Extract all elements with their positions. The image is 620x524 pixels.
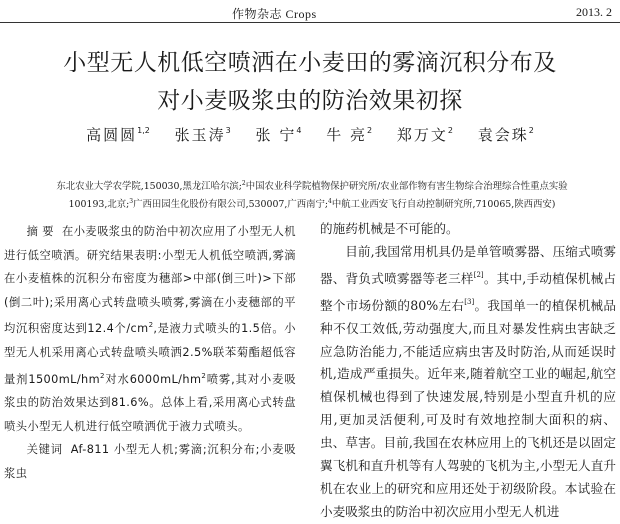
keywords-label: 关键词 bbox=[26, 443, 63, 457]
body-paragraph: 的施药机械是不可能的。 bbox=[320, 221, 459, 236]
journal-name: 作物杂志 Crops bbox=[232, 7, 317, 21]
citation-ref: [2] bbox=[473, 270, 484, 279]
affiliations bbox=[0, 176, 620, 212]
author-name: 张玉涛 bbox=[174, 126, 226, 144]
title-line-1: 小型无人机低空喷洒在小麦田的雾滴沉积分布及 bbox=[63, 50, 557, 76]
author-affiliation-mark: 2 bbox=[528, 126, 534, 135]
author-affiliation-mark: 3 bbox=[225, 126, 231, 135]
citation-ref: [3] bbox=[464, 297, 475, 306]
author bbox=[478, 124, 534, 145]
body-paragraph: 目前,我国常用机具仍是单管喷雾器、压缩式喷雾器、背负式喷雾器等老三样[2]。其中,手动植保机械占整个市场份额的80%左右[3]。我国单一的植保机械品种不仅工效低,劳动强度大,而且对暴发性病虫害缺乏应急防治能力,不能适应病虫害及时防治,从而延误时机,造成严重损失。近年来,随着航空工业的崛起,航空植保机械也得到了快速发展,特别是小型直升机的应用,更加灵活便利,可及时有效地控制大面积的病、虫、草害。目前,我国在农林应用上的飞机还是以固定翼飞机和直升机等有人驾驶的飞机为主,小型无人直升机在农业上的研究和应用还处于初级阶段。本试验在小麦吸浆虫的防治中初次应用小型无人机进 bbox=[320, 243, 616, 519]
author-affiliation-mark: 4 bbox=[296, 126, 302, 135]
title-line-2: 对小麦吸浆虫的防治效果初探 bbox=[157, 88, 463, 114]
author bbox=[86, 124, 150, 145]
author-name: 牛 亮 bbox=[326, 126, 367, 144]
affiliation-line-1: 东北农业大学农学院,150030,黑龙江哈尔滨;$^2$中国农业科学院植物保护研究所/农业部作物有害生物综合治理综合性重点实验 bbox=[56, 180, 568, 192]
keywords-text: Af-811 小型无人机;雾滴;沉积分布;小麦吸浆虫 bbox=[4, 443, 297, 480]
abstract-column bbox=[4, 220, 296, 486]
article-title bbox=[0, 44, 620, 120]
author-name: 袁会珠 bbox=[477, 126, 529, 144]
author bbox=[256, 124, 302, 145]
author bbox=[397, 124, 453, 145]
keywords bbox=[4, 438, 296, 485]
running-head bbox=[0, 0, 620, 23]
abstract: 摘 要 在小麦吸浆虫的防治中初次应用了小型无人机进行低空喷洒。研究结果表明:小型无人机低空喷洒,雾滴在小麦植株的沉积分布密度为穗部>中部(倒三叶)>下部(倒二叶);采用离心式转盘喷头喷雾,雾滴在小麦穗部的平均沉积密度达到12.4个$/cm^2$,是液力式喷头的1.5倍。小型无人机采用离心式转盘喷头喷洒2.5%联苯菊酯超低容量剂$1500mL/hm^2$对水$6000mL/hm^2$喷雾,其对小麦吸浆虫的防治效果达到81.6%。总体上看,采用离心式转盘喷头小型无人机进行低空喷洒优于液力式喷头。 bbox=[4, 225, 296, 433]
author-list bbox=[0, 124, 620, 145]
author-affiliation-mark: 2 bbox=[366, 126, 373, 135]
author-name: 张 宁 bbox=[255, 126, 297, 144]
abstract-text: 在小麦吸浆虫的防治中初次应用了小型无人机进行低空喷洒。研究结果表明:小型无人机低空喷洒,雾滴在小麦植株的沉积分布密度为穗部>中部(倒三叶)>下部(倒二叶);采用离心式转盘喷头喷雾,雾滴在小麦穗部的平均沉积密度达到12.4个/cm bbox=[4, 225, 296, 336]
author-name: 高圆圆 bbox=[86, 126, 138, 144]
author-affiliation-mark: 2 bbox=[447, 126, 453, 135]
body-column bbox=[320, 218, 616, 524]
author-name: 郑万文 bbox=[396, 126, 448, 144]
affiliation-line-2: 100193,北京;$^3$广西田园生化股份有限公司,530007,广西南宁;$^4$中航工业西安飞行自动控制研究所,710065,陕西西安) bbox=[68, 198, 556, 210]
author bbox=[175, 124, 231, 145]
abstract-label: 摘 要 bbox=[26, 225, 54, 238]
author bbox=[326, 124, 372, 145]
issue-number: 2013. 2 bbox=[576, 5, 612, 19]
author-affiliation-mark: 1,2 bbox=[137, 126, 150, 135]
